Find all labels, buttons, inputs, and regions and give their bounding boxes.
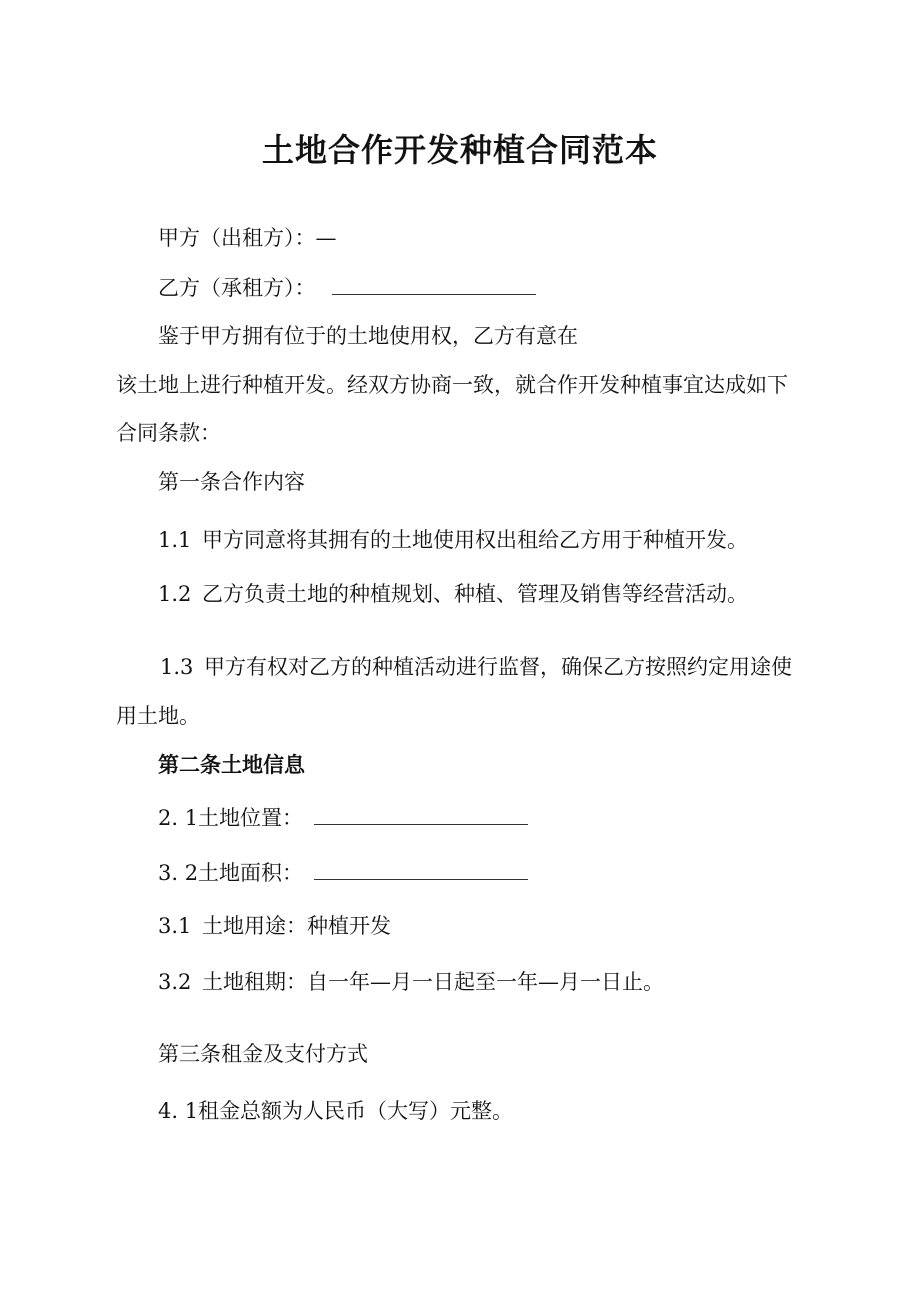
clause-text: 土地用途：种植开发 [202,914,391,938]
party-b-line [158,274,536,302]
preamble-line-3: 合同条款： [116,421,221,445]
clause-4-1 [158,1097,513,1125]
clause-3-2-area [158,859,528,887]
clause-1-1 [158,526,748,554]
clause-text: 乙方负责土地的种植规划、种植、管理及销售等经营活动。 [202,582,748,606]
clause-number: 4. 1 [158,1099,199,1123]
clause-number: 1.2 [158,582,192,606]
land-location-blank [314,804,528,825]
clause-1-3 [160,653,792,681]
clause-text: 甲方同意将其拥有的土地使用权出租给乙方用于种植开发。 [202,528,748,552]
party-a-line [158,224,337,252]
party-b-blank [332,274,536,295]
clause-number: 2. 1 [158,806,199,830]
land-area-blank [314,859,528,880]
clause-3-1 [158,912,391,940]
article-1-heading: 第一条合作内容 [158,470,305,494]
clause-text: 租金总额为人民币（大写）元整。 [198,1099,513,1123]
party-b-label: 乙方（承租方）： [158,276,316,300]
clause-1-2 [158,580,748,608]
clause-number: 3.1 [158,914,192,938]
clause-text: 土地租期：自一年—月一日起至一年—月一日止。 [202,970,664,994]
clause-number: 3.2 [158,970,192,994]
clause-text: 土地面积： [198,861,303,885]
clause-text: 甲方有权对乙方的种植活动进行监督，确保乙方按照约定用途使 [204,655,792,679]
party-a-label: 甲方（出租方）： [158,226,316,250]
article-2-heading: 第二条土地信息 [158,753,305,777]
party-a-value: — [315,226,337,250]
preamble-line-1: 鉴于甲方拥有位于的土地使用权，乙方有意在 [158,324,578,348]
clause-number: 3. 2 [158,861,199,885]
clause-number: 1.1 [158,528,192,552]
article-3-heading: 第三条租金及支付方式 [158,1042,368,1066]
clause-text: 土地位置： [198,806,303,830]
clause-3-2-term [158,968,664,996]
clause-2-1 [158,804,528,832]
clause-number: 1.3 [160,655,194,679]
clause-1-3-continuation: 用土地。 [116,704,200,728]
preamble-line-2: 该土地上进行种植开发。经双方协商一致，就合作开发种植事宜达成如下 [116,373,788,397]
document-title: 土地合作开发种植合同范本 [261,131,658,169]
